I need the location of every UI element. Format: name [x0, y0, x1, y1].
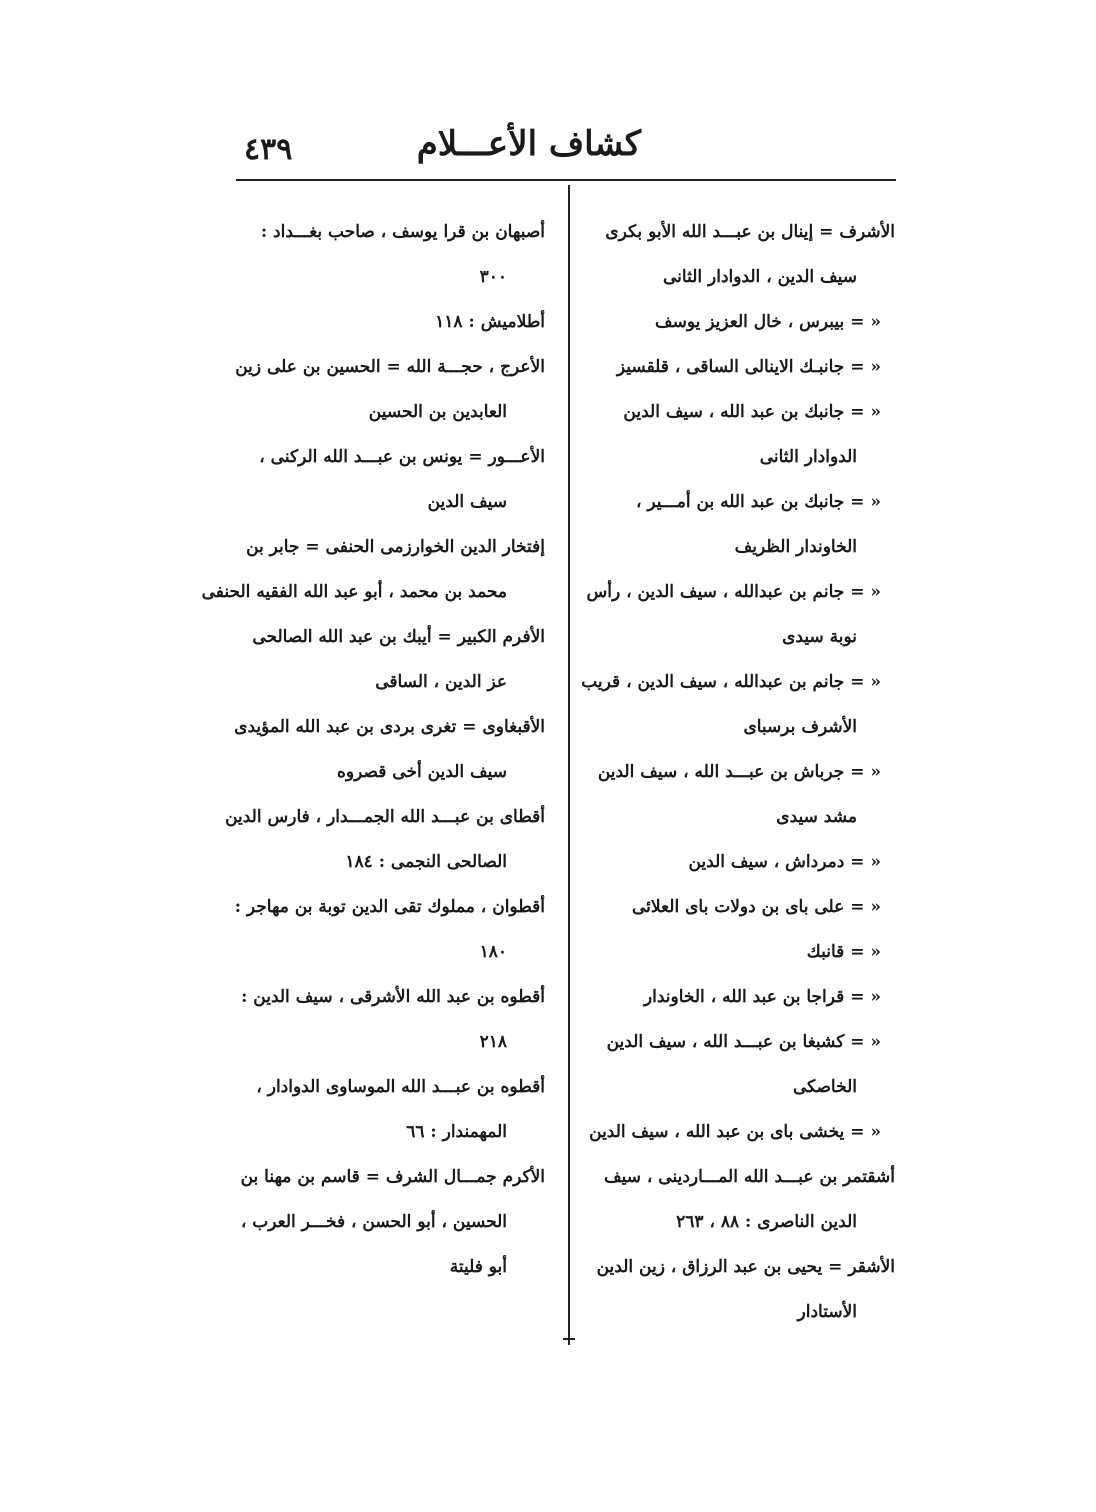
index-line: أطلاميش : ١١٨ [435, 312, 545, 332]
index-line: أقطوه بن عبـــد الله الموساوى الدوادار ، [256, 1077, 545, 1097]
index-line: الدين الناصرى : ٨٨ ، ٢٦٣ [676, 1212, 857, 1232]
index-line: « = جرباش بن عبـــد الله ، سيف الدين [597, 762, 881, 782]
index-line: سيف الدين أخى قصروه [337, 762, 507, 782]
index-line: ٢١٨ [479, 1032, 507, 1052]
index-line: الخاوندار الظريف [734, 537, 857, 557]
right-column [581, 210, 895, 1335]
index-line: الحسين ، أبو الحسن ، فخـــر العرب ، [240, 1212, 507, 1232]
index-line: أقطوه بن عبد الله الأشرقى ، سيف الدين : [241, 987, 545, 1007]
index-line: العابدين بن الحسين [368, 402, 507, 422]
page-title: كشاف الأعـــلام [416, 124, 641, 164]
index-line: نوبة سيدى [782, 627, 857, 647]
index-line: سيف الدين ، الدوادار الثانى [662, 267, 857, 287]
page-header [236, 120, 896, 180]
index-line: الخاصكى [792, 1077, 857, 1097]
index-line: « = قراجا بن عبد الله ، الخاوندار [643, 987, 881, 1007]
index-line: الصالحى النجمى : ١٨٤ [345, 852, 507, 872]
header-rule [236, 179, 896, 181]
index-line: أشقتمر بن عبـــد الله المـــاردينى ، سيف [604, 1167, 895, 1187]
left-column [201, 210, 545, 1290]
index-line: « = جانبـك الاينالى الساقى ، قلقسيز [616, 357, 881, 377]
index-line: أقطاى بن عبـــد الله الجمـــدار ، فارس الدين [225, 807, 545, 827]
index-line: « = قانبك [806, 942, 881, 962]
column-divider-tick [563, 1338, 575, 1340]
index-line: الأقبغاوى = تغرى بردى بن عبد الله المؤيدى [234, 717, 545, 737]
index-line: أبو فليتة [449, 1257, 507, 1277]
index-line: « = جانم بن عبدالله ، سيف الدين ، قريب [581, 672, 881, 692]
index-line: « = على باى بن دولات باى العلائى [632, 897, 881, 917]
index-line: الأشرف = إينال بن عبـــد الله الأبو بكرى [605, 222, 895, 242]
index-line: أصبهان بن قرا يوسف ، صاحب بغـــداد : [260, 222, 545, 242]
index-line: الأشرف برسباى [743, 717, 857, 737]
index-line: « = دمرداش ، سيف الدين [688, 852, 881, 872]
index-line: إفتخار الدين الخوارزمى الحنفى = جابر بن [246, 537, 545, 557]
index-line: الأستادار [797, 1302, 857, 1322]
index-line: « = كشبغا بن عبـــد الله ، سيف الدين [606, 1032, 881, 1052]
index-line: ٣٠٠ [479, 267, 507, 287]
index-line: « = يخشى باى بن عبد الله ، سيف الدين [589, 1122, 881, 1142]
index-line: ١٨٠ [479, 942, 507, 962]
index-line: الأعرج ، حجـــة الله = الحسين بن على زين [235, 357, 545, 377]
index-line: « = جانبك بن عبد الله ، سيف الدين [623, 402, 881, 422]
index-line: « = جانبك بن عبد الله بن أمـــير ، [635, 492, 881, 512]
index-line: الأشقر = يحيى بن عبد الرزاق ، زين الدين [596, 1257, 895, 1277]
page-number: ٤٣٩ [244, 132, 293, 167]
index-line: عز الدين ، الساقى [375, 672, 507, 692]
index-line: « = بيبرس ، خال العزيز يوسف [655, 312, 881, 332]
index-line: مشد سيدى [776, 807, 857, 827]
index-line: الأفرم الكبير = أيبك بن عبد الله الصالحى [252, 627, 545, 647]
index-line: الأكرم جمـــال الشرف = قاسم بن مهنا بن [240, 1167, 545, 1187]
index-line: الدوادار الثانى [759, 447, 857, 467]
column-divider [568, 185, 570, 1345]
index-line: المهمندار : ٦٦ [406, 1122, 507, 1142]
index-line: أقطوان ، مملوك تقى الدين توبة بن مهاجر : [234, 897, 545, 917]
index-line: « = جانم بن عبدالله ، سيف الدين ، رأس [586, 582, 881, 602]
index-line: سيف الدين [427, 492, 507, 512]
index-line: الأعـــور = يونس بن عبـــد الله الركنى ، [259, 447, 545, 467]
index-line: محمد بن محمد ، أبو عبد الله الفقيه الحنفى [201, 582, 507, 602]
